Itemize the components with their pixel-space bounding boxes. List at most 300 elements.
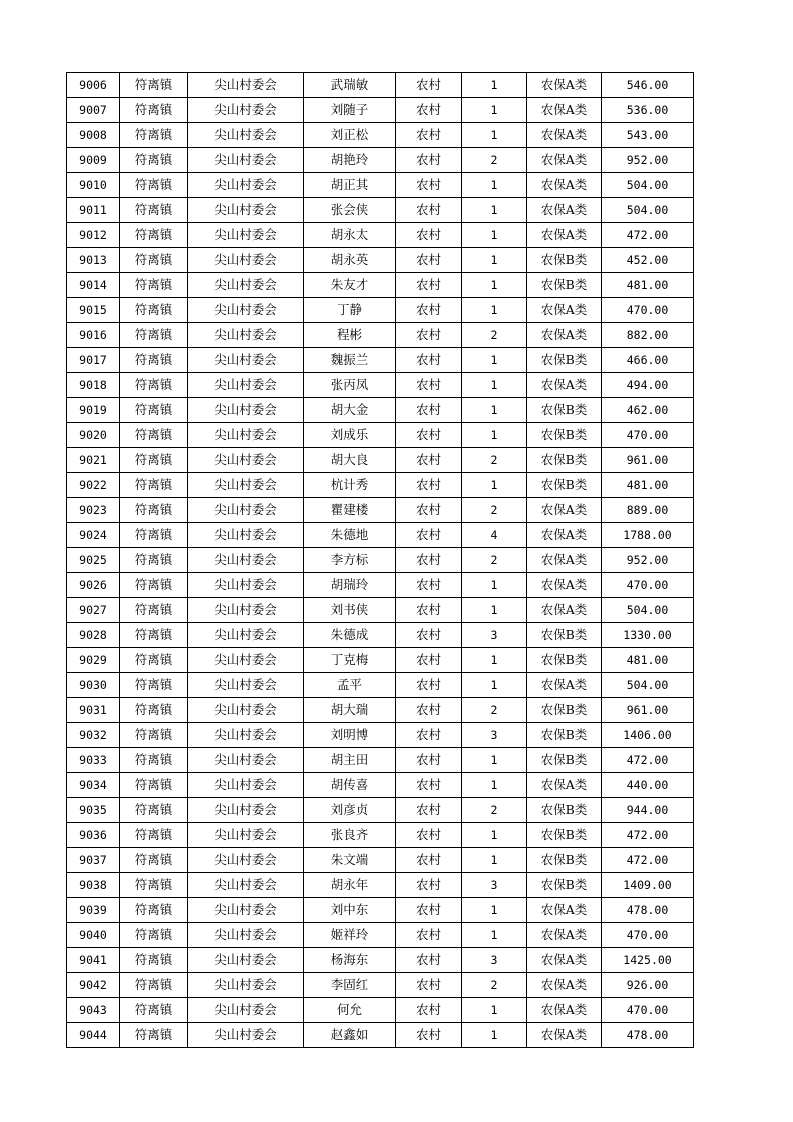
cell-township: 符离镇	[120, 873, 188, 898]
cell-village-committee: 尖山村委会	[188, 698, 304, 723]
cell-village-committee: 尖山村委会	[188, 748, 304, 773]
table-row	[67, 173, 694, 198]
cell-person-name: 杨海东	[304, 948, 396, 973]
cell-village-committee: 尖山村委会	[188, 448, 304, 473]
cell-serial-number: 9010	[67, 173, 120, 198]
cell-insurance-category: 农保B类	[527, 473, 602, 498]
table-row	[67, 498, 694, 523]
cell-person-name: 张良齐	[304, 823, 396, 848]
cell-person-name: 瞿建楼	[304, 498, 396, 523]
cell-insurance-category: 农保A类	[527, 973, 602, 998]
table-row	[67, 948, 694, 973]
cell-person-name: 姬祥玲	[304, 923, 396, 948]
cell-village-committee: 尖山村委会	[188, 373, 304, 398]
cell-insurance-category: 农保B类	[527, 698, 602, 723]
cell-serial-number: 9038	[67, 873, 120, 898]
cell-person-name: 程彬	[304, 323, 396, 348]
cell-village-committee: 尖山村委会	[188, 723, 304, 748]
cell-amount: 1425.00	[602, 948, 694, 973]
cell-township: 符离镇	[120, 598, 188, 623]
cell-person-name: 张丙凤	[304, 373, 396, 398]
cell-person-name: 胡大良	[304, 448, 396, 473]
cell-village-committee: 尖山村委会	[188, 998, 304, 1023]
cell-household-count: 1	[462, 673, 527, 698]
cell-area-type: 农村	[396, 773, 462, 798]
cell-area-type: 农村	[396, 298, 462, 323]
cell-insurance-category: 农保B类	[527, 798, 602, 823]
cell-amount: 481.00	[602, 648, 694, 673]
table-row	[67, 923, 694, 948]
cell-village-committee: 尖山村委会	[188, 423, 304, 448]
cell-amount: 478.00	[602, 1023, 694, 1048]
table-row	[67, 873, 694, 898]
cell-serial-number: 9011	[67, 198, 120, 223]
cell-amount: 952.00	[602, 548, 694, 573]
cell-insurance-category: 农保B类	[527, 873, 602, 898]
cell-serial-number: 9007	[67, 98, 120, 123]
cell-person-name: 李固红	[304, 973, 396, 998]
cell-serial-number: 9040	[67, 923, 120, 948]
cell-serial-number: 9022	[67, 473, 120, 498]
cell-village-committee: 尖山村委会	[188, 673, 304, 698]
cell-person-name: 胡大瑞	[304, 698, 396, 723]
cell-household-count: 1	[462, 248, 527, 273]
cell-household-count: 3	[462, 948, 527, 973]
cell-person-name: 胡永太	[304, 223, 396, 248]
cell-household-count: 1	[462, 598, 527, 623]
table-row	[67, 573, 694, 598]
cell-serial-number: 9006	[67, 73, 120, 98]
cell-area-type: 农村	[396, 898, 462, 923]
table-row	[67, 998, 694, 1023]
cell-household-count: 1	[462, 573, 527, 598]
cell-area-type: 农村	[396, 648, 462, 673]
cell-serial-number: 9036	[67, 823, 120, 848]
cell-household-count: 3	[462, 623, 527, 648]
cell-insurance-category: 农保A类	[527, 373, 602, 398]
cell-household-count: 1	[462, 173, 527, 198]
cell-township: 符离镇	[120, 423, 188, 448]
cell-area-type: 农村	[396, 923, 462, 948]
cell-township: 符离镇	[120, 573, 188, 598]
cell-village-committee: 尖山村委会	[188, 323, 304, 348]
cell-township: 符离镇	[120, 848, 188, 873]
cell-township: 符离镇	[120, 823, 188, 848]
cell-household-count: 1	[462, 923, 527, 948]
cell-person-name: 何允	[304, 998, 396, 1023]
cell-serial-number: 9021	[67, 448, 120, 473]
cell-person-name: 胡永英	[304, 248, 396, 273]
cell-serial-number: 9019	[67, 398, 120, 423]
cell-serial-number: 9037	[67, 848, 120, 873]
cell-household-count: 1	[462, 398, 527, 423]
cell-insurance-category: 农保B类	[527, 848, 602, 873]
cell-area-type: 农村	[396, 498, 462, 523]
cell-township: 符离镇	[120, 223, 188, 248]
cell-village-committee: 尖山村委会	[188, 798, 304, 823]
cell-person-name: 朱德成	[304, 623, 396, 648]
cell-insurance-category: 农保A类	[527, 948, 602, 973]
table-row	[67, 298, 694, 323]
cell-amount: 478.00	[602, 898, 694, 923]
cell-household-count: 1	[462, 273, 527, 298]
cell-amount: 494.00	[602, 373, 694, 398]
cell-area-type: 农村	[396, 198, 462, 223]
cell-household-count: 1	[462, 73, 527, 98]
cell-township: 符离镇	[120, 623, 188, 648]
cell-area-type: 农村	[396, 623, 462, 648]
cell-township: 符离镇	[120, 748, 188, 773]
cell-person-name: 胡主田	[304, 748, 396, 773]
table-body	[67, 73, 694, 1048]
cell-area-type: 农村	[396, 823, 462, 848]
cell-area-type: 农村	[396, 573, 462, 598]
table-row	[67, 698, 694, 723]
cell-area-type: 农村	[396, 948, 462, 973]
cell-insurance-category: 农保B类	[527, 623, 602, 648]
cell-village-committee: 尖山村委会	[188, 223, 304, 248]
cell-area-type: 农村	[396, 173, 462, 198]
cell-village-committee: 尖山村委会	[188, 173, 304, 198]
cell-person-name: 赵鑫如	[304, 1023, 396, 1048]
cell-household-count: 1	[462, 648, 527, 673]
cell-insurance-category: 农保A类	[527, 598, 602, 623]
cell-area-type: 农村	[396, 348, 462, 373]
cell-amount: 952.00	[602, 148, 694, 173]
cell-serial-number: 9042	[67, 973, 120, 998]
cell-serial-number: 9034	[67, 773, 120, 798]
cell-area-type: 农村	[396, 123, 462, 148]
table-row	[67, 123, 694, 148]
cell-village-committee: 尖山村委会	[188, 348, 304, 373]
cell-village-committee: 尖山村委会	[188, 498, 304, 523]
cell-township: 符离镇	[120, 473, 188, 498]
cell-township: 符离镇	[120, 898, 188, 923]
cell-amount: 926.00	[602, 973, 694, 998]
table-row	[67, 848, 694, 873]
cell-person-name: 刘中东	[304, 898, 396, 923]
cell-household-count: 1	[462, 98, 527, 123]
cell-area-type: 农村	[396, 548, 462, 573]
cell-village-committee: 尖山村委会	[188, 923, 304, 948]
cell-insurance-category: 农保B类	[527, 398, 602, 423]
cell-serial-number: 9016	[67, 323, 120, 348]
table-row	[67, 423, 694, 448]
cell-village-committee: 尖山村委会	[188, 398, 304, 423]
cell-area-type: 农村	[396, 523, 462, 548]
cell-insurance-category: 农保A类	[527, 323, 602, 348]
table-row	[67, 373, 694, 398]
table-row	[67, 598, 694, 623]
cell-township: 符离镇	[120, 948, 188, 973]
cell-amount: 466.00	[602, 348, 694, 373]
cell-amount: 543.00	[602, 123, 694, 148]
cell-person-name: 朱文端	[304, 848, 396, 873]
cell-person-name: 胡正其	[304, 173, 396, 198]
cell-amount: 481.00	[602, 473, 694, 498]
cell-insurance-category: 农保B类	[527, 448, 602, 473]
cell-person-name: 张会侠	[304, 198, 396, 223]
cell-area-type: 农村	[396, 98, 462, 123]
cell-household-count: 2	[462, 973, 527, 998]
cell-amount: 481.00	[602, 273, 694, 298]
cell-household-count: 2	[462, 698, 527, 723]
cell-serial-number: 9031	[67, 698, 120, 723]
cell-amount: 440.00	[602, 773, 694, 798]
cell-area-type: 农村	[396, 73, 462, 98]
cell-insurance-category: 农保B类	[527, 648, 602, 673]
cell-serial-number: 9012	[67, 223, 120, 248]
cell-insurance-category: 农保A类	[527, 223, 602, 248]
table-row	[67, 548, 694, 573]
table-row	[67, 723, 694, 748]
cell-person-name: 杭计秀	[304, 473, 396, 498]
cell-person-name: 刘正松	[304, 123, 396, 148]
cell-person-name: 胡艳玲	[304, 148, 396, 173]
cell-person-name: 丁静	[304, 298, 396, 323]
cell-area-type: 农村	[396, 223, 462, 248]
cell-amount: 470.00	[602, 573, 694, 598]
cell-amount: 470.00	[602, 923, 694, 948]
cell-township: 符离镇	[120, 248, 188, 273]
cell-village-committee: 尖山村委会	[188, 523, 304, 548]
cell-township: 符离镇	[120, 123, 188, 148]
cell-township: 符离镇	[120, 523, 188, 548]
cell-serial-number: 9015	[67, 298, 120, 323]
cell-amount: 536.00	[602, 98, 694, 123]
cell-insurance-category: 农保A类	[527, 923, 602, 948]
cell-insurance-category: 农保A类	[527, 298, 602, 323]
cell-amount: 961.00	[602, 448, 694, 473]
cell-township: 符离镇	[120, 798, 188, 823]
cell-amount: 889.00	[602, 498, 694, 523]
cell-insurance-category: 农保A类	[527, 773, 602, 798]
cell-township: 符离镇	[120, 723, 188, 748]
cell-serial-number: 9009	[67, 148, 120, 173]
cell-township: 符离镇	[120, 323, 188, 348]
cell-serial-number: 9033	[67, 748, 120, 773]
cell-amount: 944.00	[602, 798, 694, 823]
cell-household-count: 1	[462, 848, 527, 873]
cell-area-type: 农村	[396, 398, 462, 423]
cell-area-type: 农村	[396, 373, 462, 398]
cell-serial-number: 9023	[67, 498, 120, 523]
cell-household-count: 3	[462, 723, 527, 748]
table-row	[67, 73, 694, 98]
cell-amount: 1330.00	[602, 623, 694, 648]
cell-household-count: 2	[462, 798, 527, 823]
cell-serial-number: 9020	[67, 423, 120, 448]
cell-insurance-category: 农保A类	[527, 148, 602, 173]
table-row	[67, 273, 694, 298]
cell-amount: 472.00	[602, 848, 694, 873]
table-row	[67, 673, 694, 698]
cell-household-count: 4	[462, 523, 527, 548]
cell-serial-number: 9039	[67, 898, 120, 923]
cell-household-count: 1	[462, 348, 527, 373]
cell-household-count: 3	[462, 873, 527, 898]
cell-amount: 470.00	[602, 423, 694, 448]
cell-village-committee: 尖山村委会	[188, 98, 304, 123]
cell-insurance-category: 农保A类	[527, 498, 602, 523]
cell-household-count: 1	[462, 998, 527, 1023]
cell-area-type: 农村	[396, 448, 462, 473]
cell-village-committee: 尖山村委会	[188, 823, 304, 848]
cell-amount: 470.00	[602, 998, 694, 1023]
cell-amount: 546.00	[602, 73, 694, 98]
cell-village-committee: 尖山村委会	[188, 473, 304, 498]
cell-serial-number: 9035	[67, 798, 120, 823]
cell-amount: 1788.00	[602, 523, 694, 548]
cell-person-name: 孟平	[304, 673, 396, 698]
cell-person-name: 胡传喜	[304, 773, 396, 798]
cell-township: 符离镇	[120, 548, 188, 573]
cell-area-type: 农村	[396, 598, 462, 623]
cell-person-name: 朱友才	[304, 273, 396, 298]
cell-area-type: 农村	[396, 798, 462, 823]
table-row	[67, 223, 694, 248]
cell-household-count: 2	[462, 323, 527, 348]
cell-village-committee: 尖山村委会	[188, 298, 304, 323]
cell-village-committee: 尖山村委会	[188, 73, 304, 98]
cell-person-name: 刘随子	[304, 98, 396, 123]
cell-household-count: 2	[462, 498, 527, 523]
cell-village-committee: 尖山村委会	[188, 573, 304, 598]
cell-village-committee: 尖山村委会	[188, 848, 304, 873]
cell-person-name: 丁克梅	[304, 648, 396, 673]
cell-area-type: 农村	[396, 748, 462, 773]
cell-village-committee: 尖山村委会	[188, 1023, 304, 1048]
cell-township: 符离镇	[120, 298, 188, 323]
cell-area-type: 农村	[396, 473, 462, 498]
cell-village-committee: 尖山村委会	[188, 598, 304, 623]
cell-amount: 472.00	[602, 223, 694, 248]
cell-township: 符离镇	[120, 673, 188, 698]
cell-insurance-category: 农保B类	[527, 248, 602, 273]
cell-township: 符离镇	[120, 923, 188, 948]
cell-serial-number: 9024	[67, 523, 120, 548]
cell-person-name: 魏振兰	[304, 348, 396, 373]
cell-township: 符离镇	[120, 373, 188, 398]
cell-village-committee: 尖山村委会	[188, 648, 304, 673]
cell-village-committee: 尖山村委会	[188, 198, 304, 223]
cell-village-committee: 尖山村委会	[188, 773, 304, 798]
cell-household-count: 1	[462, 423, 527, 448]
cell-insurance-category: 农保B类	[527, 823, 602, 848]
cell-amount: 504.00	[602, 598, 694, 623]
cell-insurance-category: 农保A类	[527, 173, 602, 198]
cell-household-count: 1	[462, 473, 527, 498]
cell-township: 符离镇	[120, 698, 188, 723]
cell-village-committee: 尖山村委会	[188, 548, 304, 573]
cell-person-name: 刘书侠	[304, 598, 396, 623]
table-row	[67, 648, 694, 673]
cell-township: 符离镇	[120, 173, 188, 198]
cell-serial-number: 9028	[67, 623, 120, 648]
cell-serial-number: 9043	[67, 998, 120, 1023]
cell-village-committee: 尖山村委会	[188, 948, 304, 973]
cell-township: 符离镇	[120, 448, 188, 473]
cell-township: 符离镇	[120, 398, 188, 423]
table-row	[67, 98, 694, 123]
cell-township: 符离镇	[120, 273, 188, 298]
cell-township: 符离镇	[120, 198, 188, 223]
cell-area-type: 农村	[396, 973, 462, 998]
cell-serial-number: 9017	[67, 348, 120, 373]
cell-serial-number: 9041	[67, 948, 120, 973]
cell-insurance-category: 农保A类	[527, 673, 602, 698]
cell-amount: 472.00	[602, 823, 694, 848]
cell-area-type: 农村	[396, 423, 462, 448]
cell-serial-number: 9013	[67, 248, 120, 273]
cell-amount: 882.00	[602, 323, 694, 348]
table-row	[67, 823, 694, 848]
table-row	[67, 623, 694, 648]
cell-household-count: 1	[462, 773, 527, 798]
table-row	[67, 973, 694, 998]
table-row	[67, 198, 694, 223]
cell-serial-number: 9030	[67, 673, 120, 698]
cell-insurance-category: 农保A类	[527, 573, 602, 598]
cell-township: 符离镇	[120, 98, 188, 123]
cell-insurance-category: 农保A类	[527, 1023, 602, 1048]
cell-township: 符离镇	[120, 773, 188, 798]
table-row	[67, 148, 694, 173]
cell-person-name: 胡大金	[304, 398, 396, 423]
cell-village-committee: 尖山村委会	[188, 123, 304, 148]
cell-person-name: 刘明博	[304, 723, 396, 748]
cell-amount: 1406.00	[602, 723, 694, 748]
cell-insurance-category: 农保B类	[527, 423, 602, 448]
cell-amount: 504.00	[602, 173, 694, 198]
cell-area-type: 农村	[396, 998, 462, 1023]
cell-person-name: 李方标	[304, 548, 396, 573]
cell-area-type: 农村	[396, 723, 462, 748]
table-row	[67, 798, 694, 823]
table-row	[67, 1023, 694, 1048]
cell-township: 符离镇	[120, 73, 188, 98]
table-row	[67, 523, 694, 548]
cell-person-name: 胡永年	[304, 873, 396, 898]
cell-household-count: 1	[462, 823, 527, 848]
cell-area-type: 农村	[396, 148, 462, 173]
table-row	[67, 898, 694, 923]
cell-township: 符离镇	[120, 648, 188, 673]
table-row	[67, 248, 694, 273]
cell-serial-number: 9026	[67, 573, 120, 598]
cell-household-count: 1	[462, 123, 527, 148]
cell-household-count: 2	[462, 448, 527, 473]
cell-insurance-category: 农保A类	[527, 198, 602, 223]
cell-township: 符离镇	[120, 148, 188, 173]
cell-amount: 452.00	[602, 248, 694, 273]
cell-insurance-category: 农保B类	[527, 723, 602, 748]
cell-insurance-category: 农保A类	[527, 98, 602, 123]
cell-serial-number: 9027	[67, 598, 120, 623]
cell-amount: 470.00	[602, 298, 694, 323]
document-page	[66, 72, 693, 1048]
cell-area-type: 农村	[396, 873, 462, 898]
cell-household-count: 1	[462, 898, 527, 923]
cell-serial-number: 9014	[67, 273, 120, 298]
cell-insurance-category: 农保B类	[527, 748, 602, 773]
cell-serial-number: 9029	[67, 648, 120, 673]
cell-household-count: 1	[462, 198, 527, 223]
cell-village-committee: 尖山村委会	[188, 623, 304, 648]
cell-serial-number: 9025	[67, 548, 120, 573]
table-row	[67, 323, 694, 348]
cell-township: 符离镇	[120, 498, 188, 523]
